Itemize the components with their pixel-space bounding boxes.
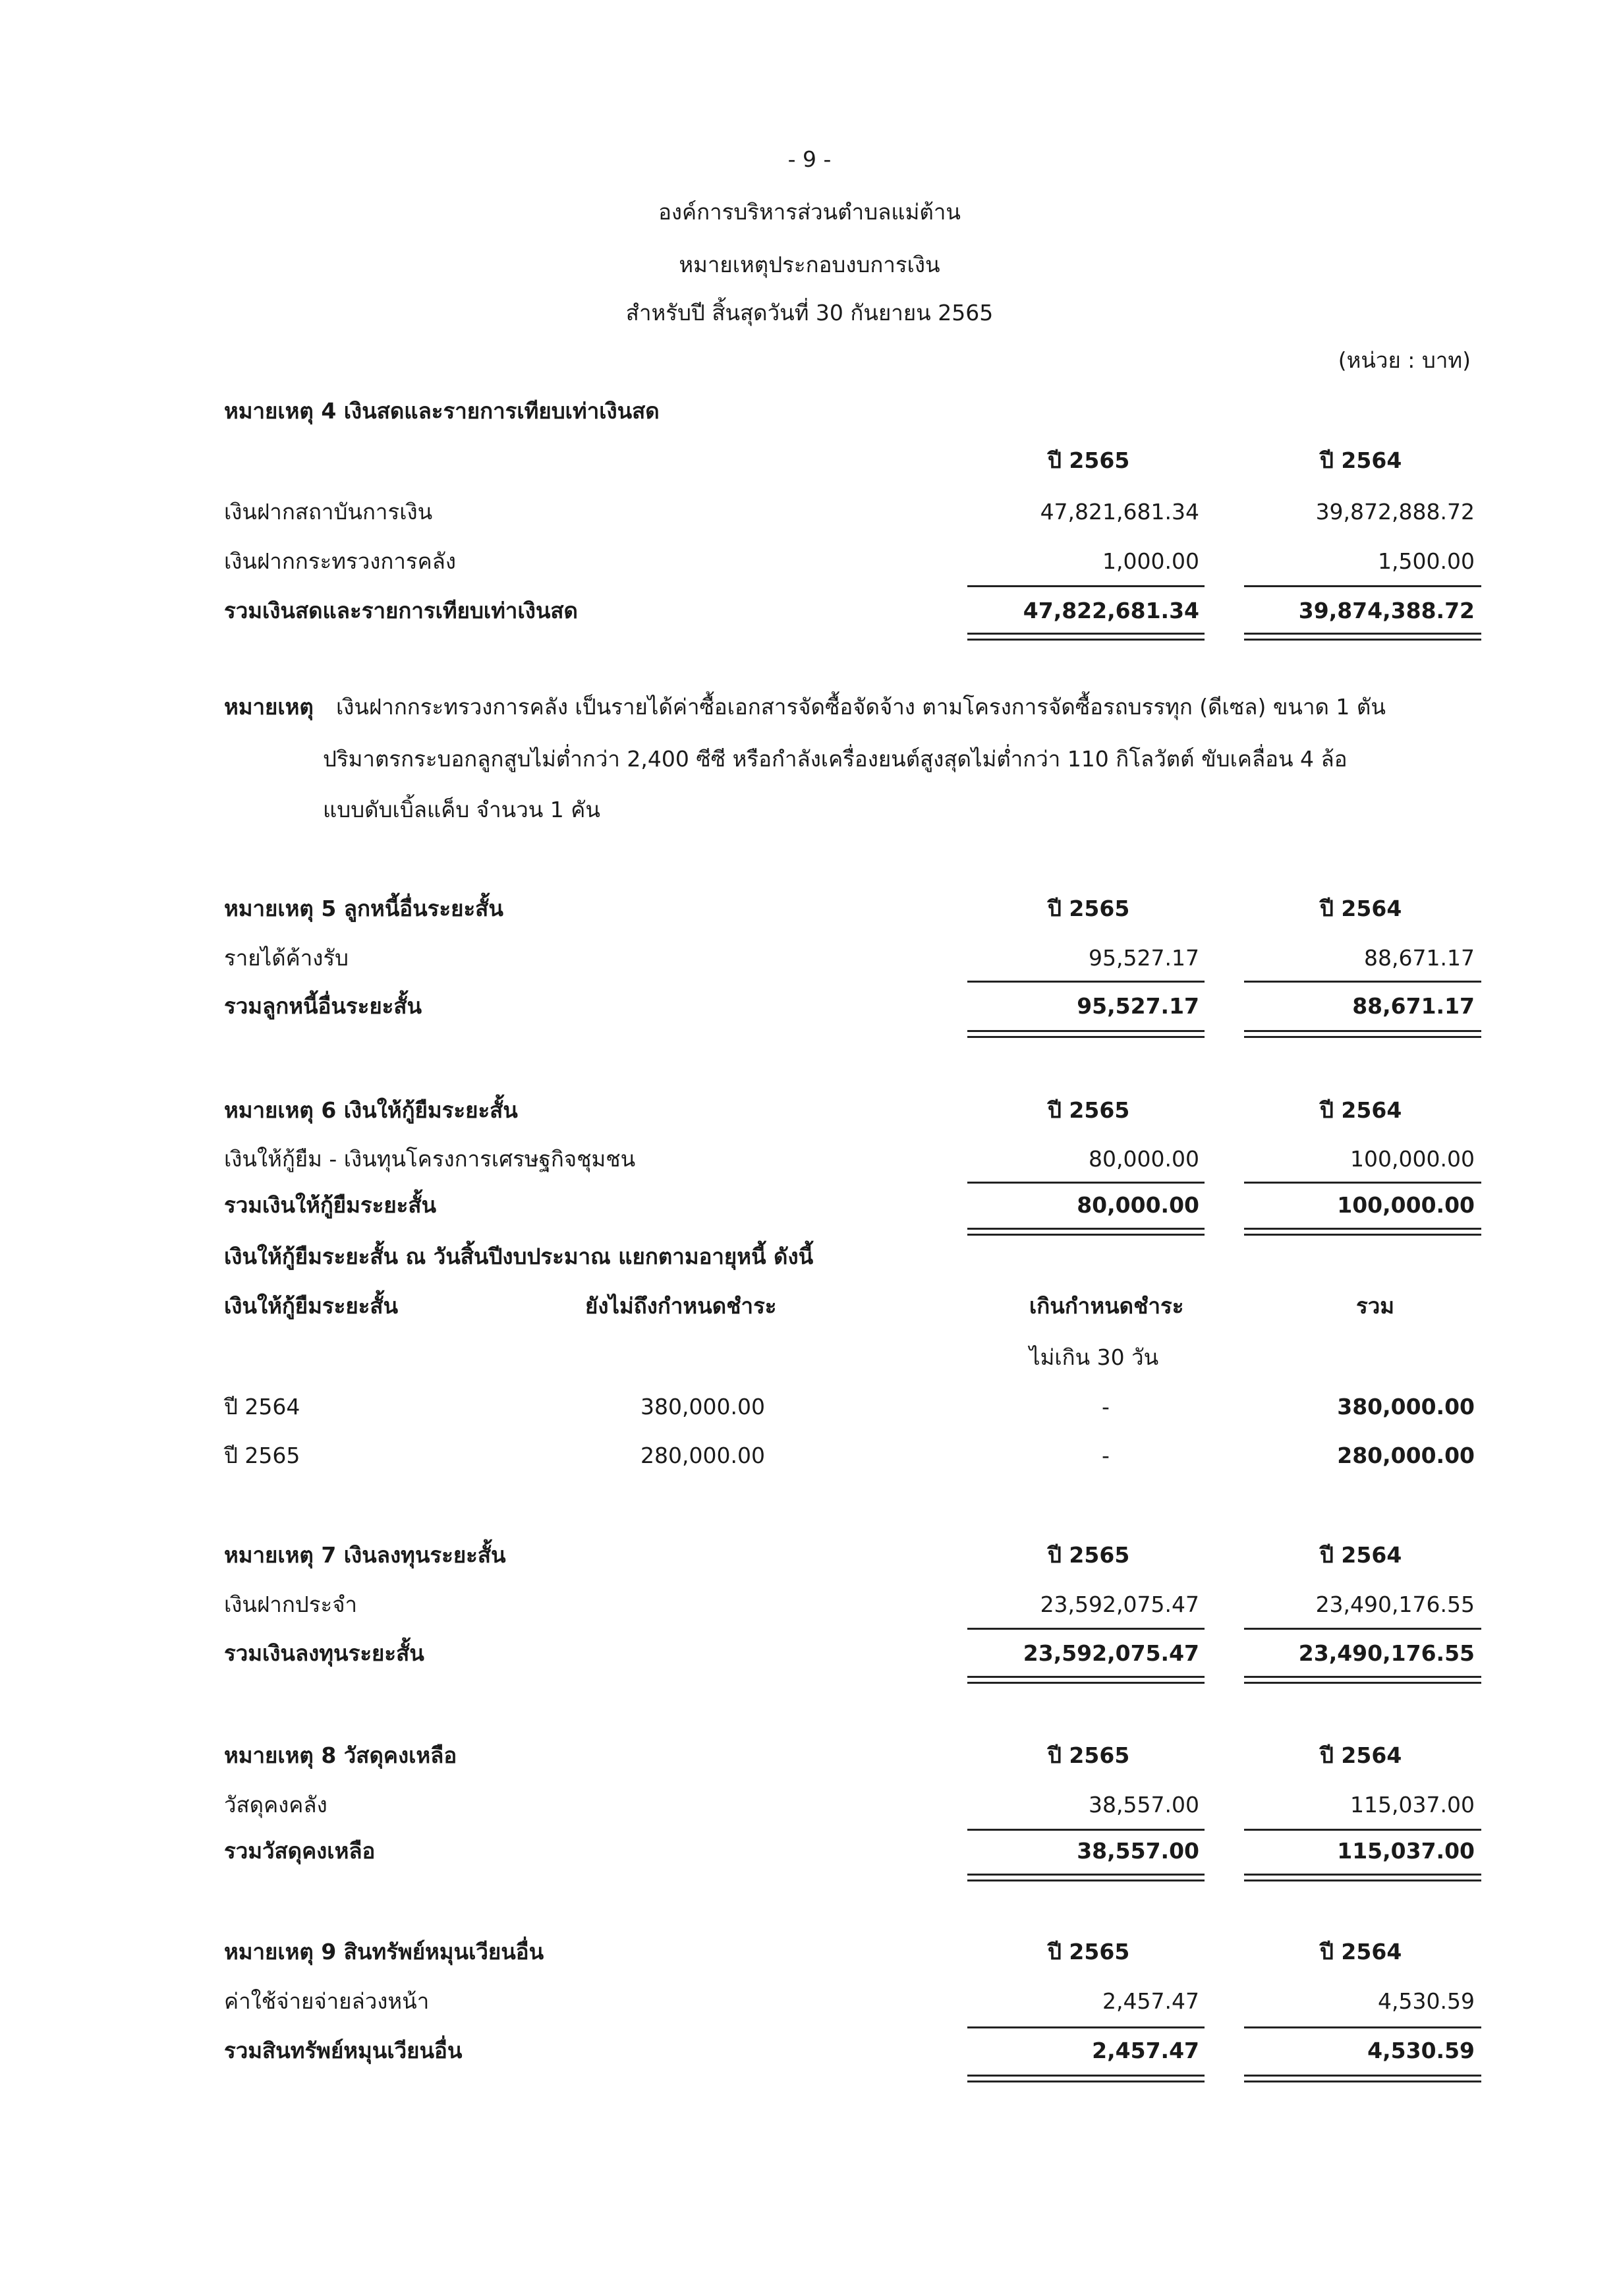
org-name: องค์การบริหารส่วนตำบลแม่ต้าน: [658, 199, 961, 225]
note-5-col-prior: ปี 2564: [1320, 896, 1402, 921]
note-9-row-prior: 4,530.59: [1378, 1988, 1475, 2014]
total-double-rule: [967, 1030, 1205, 1038]
note-5-row-current: 95,527.17: [1089, 945, 1199, 971]
note-6-heading: หมายเหตุ 6 เงินให้กู้ยืมระยะสั้น: [224, 1097, 518, 1123]
note-8-row-prior: 115,037.00: [1350, 1792, 1475, 1818]
note-4-remark-line: เงินฝากกระทรวงการคลัง เป็นรายได้ค่าซื้อเอกสารจัดซื้อจัดจ้าง ตามโครงการจัดซื้อรถบรรทุก (ดีเซล) ขนาด 1 ตัน: [336, 694, 1386, 720]
subtotal-rule: [967, 1829, 1205, 1831]
note-4-total-prior: 39,874,388.72: [1298, 598, 1475, 623]
note-9-row-current: 2,457.47: [1102, 1988, 1199, 2014]
note-4-remark-line: แบบดับเบิ้ลแค็บ จำนวน 1 คัน: [323, 797, 600, 822]
note-5-heading: หมายเหตุ 5 ลูกหนี้อื่นระยะสั้น: [224, 896, 503, 921]
total-double-rule: [967, 1228, 1205, 1236]
total-double-rule: [1244, 633, 1481, 641]
note-8-col-prior: ปี 2564: [1320, 1742, 1402, 1768]
note-4-heading: หมายเหตุ 4 เงินสดและรายการเทียบเท่าเงินสด: [224, 398, 660, 424]
note-7-row-prior: 23,490,176.55: [1315, 1592, 1475, 1617]
note-9-col-prior: ปี 2564: [1320, 1939, 1402, 1965]
aging-row-overdue: -: [1102, 1443, 1110, 1468]
note-9-row-label: ค่าใช้จ่ายจ่ายล่วงหน้า: [224, 1988, 430, 2014]
note-5-total-label: รวมลูกหนี้อื่นระยะสั้น: [224, 993, 422, 1019]
note-8-row-current: 38,557.00: [1089, 1792, 1199, 1818]
note-7-total-prior: 23,490,176.55: [1298, 1640, 1475, 1666]
subtotal-rule: [1244, 2026, 1481, 2028]
note-7-col-current: ปี 2565: [1048, 1542, 1130, 1568]
total-double-rule: [1244, 1874, 1481, 1881]
page-number: - 9 -: [787, 146, 832, 172]
note-7-col-prior: ปี 2564: [1320, 1542, 1402, 1568]
total-double-rule: [967, 633, 1205, 641]
note-4-total-label: รวมเงินสดและรายการเทียบเท่าเงินสด: [224, 598, 578, 623]
note-9-total-label: รวมสินทรัพย์หมุนเวียนอื่น: [224, 2038, 463, 2063]
note-8-total-label: รวมวัสดุคงเหลือ: [224, 1838, 376, 1864]
total-double-rule: [1244, 1676, 1481, 1684]
note-4-row-label: เงินฝากกระทรวงการคลัง: [224, 548, 456, 574]
subtotal-rule: [1244, 585, 1481, 587]
subtotal-rule: [967, 981, 1205, 983]
total-double-rule: [967, 2075, 1205, 2082]
note-8-total-prior: 115,037.00: [1337, 1838, 1475, 1864]
aging-row-year: ปี 2564: [224, 1394, 300, 1420]
note-6-row-current: 80,000.00: [1089, 1146, 1199, 1172]
note-9-heading: หมายเหตุ 9 สินทรัพย์หมุนเวียนอื่น: [224, 1939, 544, 1965]
note-7-row-label: เงินฝากประจำ: [224, 1592, 358, 1617]
note-4-row-current: 47,821,681.34: [1040, 499, 1199, 525]
note-7-heading: หมายเหตุ 7 เงินลงทุนระยะสั้น: [224, 1542, 506, 1568]
aging-row-total: 380,000.00: [1337, 1394, 1475, 1420]
subtotal-rule: [1244, 1628, 1481, 1630]
doc-title: หมายเหตุประกอบงบการเงิน: [679, 252, 940, 277]
note-6-col-prior: ปี 2564: [1320, 1097, 1402, 1123]
aging-row-year: ปี 2565: [224, 1443, 300, 1468]
note-9-total-current: 2,457.47: [1092, 2038, 1199, 2063]
aging-row-not-due: 380,000.00: [640, 1394, 765, 1420]
note-4-remark-label: หมายเหตุ: [224, 694, 314, 720]
note-8-heading: หมายเหตุ 8 วัสดุคงเหลือ: [224, 1742, 457, 1768]
note-4-col-current: ปี 2565: [1048, 447, 1130, 473]
note-4-row-current: 1,000.00: [1102, 548, 1199, 574]
report-period: สำหรับปี สิ้นสุดวันที่ 30 กันยายน 2565: [625, 300, 994, 326]
aging-header-overdue: เกินกำหนดชำระ: [1029, 1293, 1184, 1319]
subtotal-rule: [967, 585, 1205, 587]
aging-header-loan: เงินให้กู้ยืมระยะสั้น: [224, 1293, 399, 1319]
total-double-rule: [967, 1874, 1205, 1881]
subtotal-rule: [967, 2026, 1205, 2028]
note-9-col-current: ปี 2565: [1048, 1939, 1130, 1965]
note-4-row-prior: 1,500.00: [1378, 548, 1475, 574]
total-double-rule: [967, 1676, 1205, 1684]
subtotal-rule: [967, 1182, 1205, 1184]
note-5-total-current: 95,527.17: [1077, 993, 1199, 1019]
note-4-col-prior: ปี 2564: [1320, 447, 1402, 473]
aging-row-overdue: -: [1102, 1394, 1110, 1420]
aging-row-total: 280,000.00: [1337, 1443, 1475, 1468]
note-8-total-current: 38,557.00: [1077, 1838, 1199, 1864]
aging-title: เงินให้กู้ยืมระยะสั้น ณ วันสิ้นปีงบประมาณ แยกตามอายุหนี้ ดังนี้: [224, 1244, 814, 1269]
note-5-total-prior: 88,671.17: [1352, 993, 1475, 1019]
note-6-total-current: 80,000.00: [1077, 1192, 1199, 1218]
subtotal-rule: [1244, 1829, 1481, 1831]
note-5-row-label: รายได้ค้างรับ: [224, 945, 349, 971]
note-7-total-label: รวมเงินลงทุนระยะสั้น: [224, 1640, 424, 1666]
total-double-rule: [1244, 2075, 1481, 2082]
aging-header-overdue-sub: ไม่เกิน 30 วัน: [1029, 1344, 1159, 1370]
subtotal-rule: [1244, 1182, 1481, 1184]
aging-row-not-due: 280,000.00: [640, 1443, 765, 1468]
aging-header-total: รวม: [1356, 1293, 1395, 1319]
aging-header-not-due: ยังไม่ถึงกำหนดชำระ: [585, 1293, 777, 1319]
subtotal-rule: [967, 1628, 1205, 1630]
subtotal-rule: [1244, 981, 1481, 983]
note-9-total-prior: 4,530.59: [1367, 2038, 1475, 2063]
note-6-col-current: ปี 2565: [1048, 1097, 1130, 1123]
note-4-remark-line: ปริมาตรกระบอกลูกสูบไม่ต่ำกว่า 2,400 ซีซี หรือกำลังเครื่องยนต์สูงสุดไม่ต่ำกว่า 110 กิโลวัตต์ ขับเคลื่อน 4 ล้อ: [323, 746, 1348, 772]
note-7-total-current: 23,592,075.47: [1023, 1640, 1199, 1666]
note-6-row-label: เงินให้กู้ยืม - เงินทุนโครงการเศรษฐกิจชุมชน: [224, 1146, 636, 1172]
note-6-total-label: รวมเงินให้กู้ยืมระยะสั้น: [224, 1192, 437, 1218]
note-5-row-prior: 88,671.17: [1364, 945, 1475, 971]
note-8-col-current: ปี 2565: [1048, 1742, 1130, 1768]
note-4-row-prior: 39,872,888.72: [1315, 499, 1475, 525]
total-double-rule: [1244, 1228, 1481, 1236]
note-6-row-prior: 100,000.00: [1350, 1146, 1475, 1172]
total-double-rule: [1244, 1030, 1481, 1038]
note-5-col-current: ปี 2565: [1048, 896, 1130, 921]
note-6-total-prior: 100,000.00: [1337, 1192, 1475, 1218]
note-7-row-current: 23,592,075.47: [1040, 1592, 1199, 1617]
note-4-total-current: 47,822,681.34: [1023, 598, 1199, 623]
note-4-row-label: เงินฝากสถาบันการเงิน: [224, 499, 433, 525]
unit-label: (หน่วย : บาท): [1338, 347, 1471, 373]
note-8-row-label: วัสดุคงคลัง: [224, 1792, 327, 1818]
